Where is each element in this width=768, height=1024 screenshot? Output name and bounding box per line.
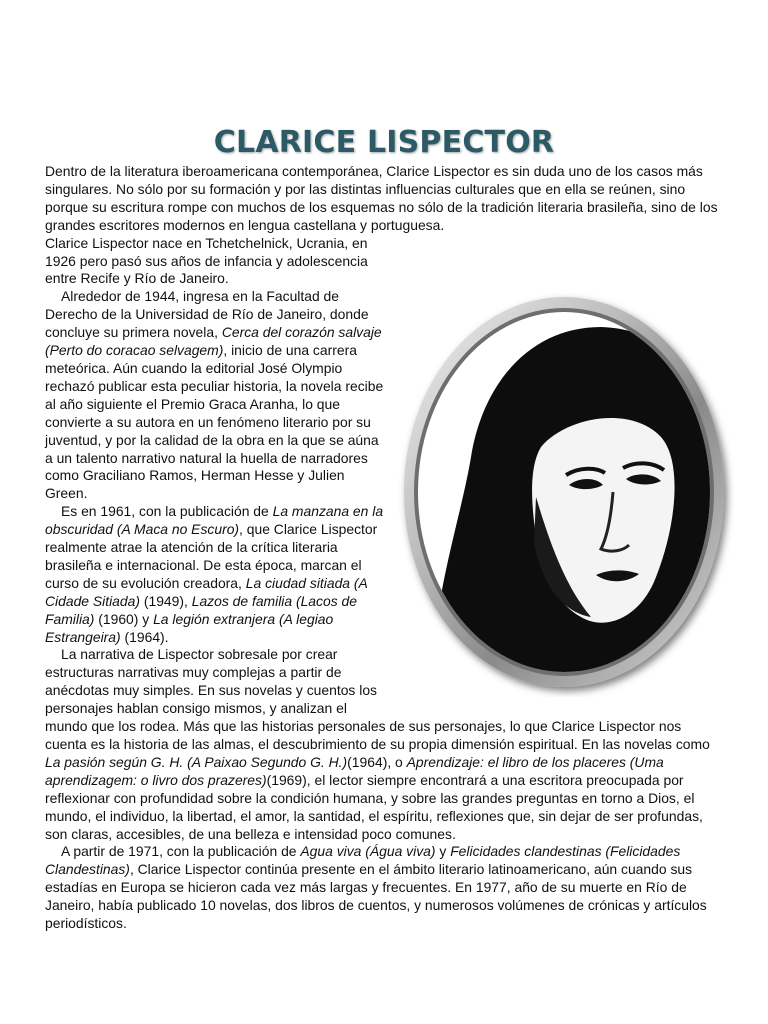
text-run: , Clarice Lispector continúa presente en el ámbito literario latinoamericano, aún cuando sus estadías en Europa se hicieron cada vez más largas y frecuentes. En 1977, año de su muerte en Río de Janeiro, había publicado 10 novelas, dos libros de cuentos, y numerosos volúmenes de crónicas y artículos periodísticos. — [45, 861, 707, 932]
book-title: La legión extranjera (A legiao Estrangeira) — [45, 610, 334, 645]
text-run: Dentro de la literatura iberoamericana contemporánea, Clarice Lispector es sin duda uno de los casos más singulares. No sólo por su formación y por las distintas influencias culturales que en ella se reúnen, sino porque su escritura rompe con muchos de los esquemas no sólo de la tradición literaria brasileña, sino de los grandes escritores modernos en lengua castellana y portuguesa. — [45, 163, 718, 233]
paragraph-intro — [45, 163, 725, 235]
paragraph-1971 — [45, 843, 725, 933]
text-run: (1964). — [120, 628, 169, 645]
text-run: (1964), o — [347, 753, 407, 770]
text-run: (1949), — [139, 592, 192, 609]
book-title: Agua viva (Água viva) — [300, 843, 436, 860]
book-title: La ciudad sitiada (A Cidade Sitiada) — [45, 574, 368, 609]
book-title: Cerca del corazón salvaje (Perto do coracao selvagem) — [45, 324, 382, 359]
text-run: Clarice Lispector nace en Tchetchelnick, Ucrania, en 1926 pero pasó sus años de infancia y adolescencia entre Recife y Río de Janeiro. — [45, 234, 368, 287]
book-title: Lazos de familia (Lacos de Familia) — [45, 592, 357, 627]
text-run: , inicio de una carrera meteórica. Aún cuando la editorial José Olympio rechazó publicar esta peculiar historia, la novela recibe al año siguiente el Premio Graca Aranha, lo que convierte a su autora en un fenómeno literario por su juventud, y por la calidad de la obra en la que se aúna a un talento narrativo natural la huella de narradores como Graciliano Ramos, Herman Hesse y Julien Green. — [45, 342, 384, 502]
portrait-frame-image — [391, 287, 737, 697]
text-run: La narrativa de Lispector sobresale por crear estructuras narrativas muy complejas a partir de anécdotas muy simples. En sus novelas y cuentos los personajes hablan consigo mismos, y analizan el mundo que los rodea. Más que las historias personales de sus personajes, lo que Clarice Lispector nos cuenta es la historia de las almas, el descubrimiento de su propia dimensión espiritual. En las novelas como — [45, 646, 710, 752]
text-run: (1969), el lector siempre encontrará a una escritora preocupada por reflexionar con profundidad sobre la condición humana, y sobre las grandes preguntas en torno a Dios, el mundo, el individuo, la libertad, el amor, la santidad, el espíritu, reflexiones que, sin dejar de ser profundas, son claras, accesibles, de una belleza e intensidad poco comunes. — [45, 771, 703, 842]
text-run: , que Clarice Lispector realmente atrae la atención de la crítica literaria brasileña e internacional. De esta época, marcan el curso de su evolución creadora, — [45, 521, 378, 591]
text-run: (1960) y — [94, 610, 154, 627]
book-title: La manzana en la obscuridad (A Maca no Escuro) — [45, 503, 384, 538]
author-portrait — [391, 287, 737, 697]
book-title: Aprendizaje: el libro de los placeres (Uma aprendizagem: o livro dos prazeres) — [45, 753, 664, 788]
text-run: Es en 1961, con la publicación de — [61, 503, 273, 520]
paragraph-birth — [45, 235, 725, 289]
text-run: Alrededor de 1944, ingresa en la Facultad de Derecho de la Universidad de Río de Janeiro, donde concluye su primera novela, — [45, 288, 369, 341]
book-title: La pasión según G. H. (A Paixao Segundo G. H.) — [45, 753, 348, 770]
text-run: y — [435, 843, 451, 860]
book-title: Felicidades clandestinas (Felicidades Clandestinas) — [45, 843, 681, 878]
article-body — [45, 163, 725, 933]
text-run: A partir de 1971, con la publicación de — [61, 843, 301, 860]
page-title: CLARICE LISPECTOR — [213, 125, 555, 161]
